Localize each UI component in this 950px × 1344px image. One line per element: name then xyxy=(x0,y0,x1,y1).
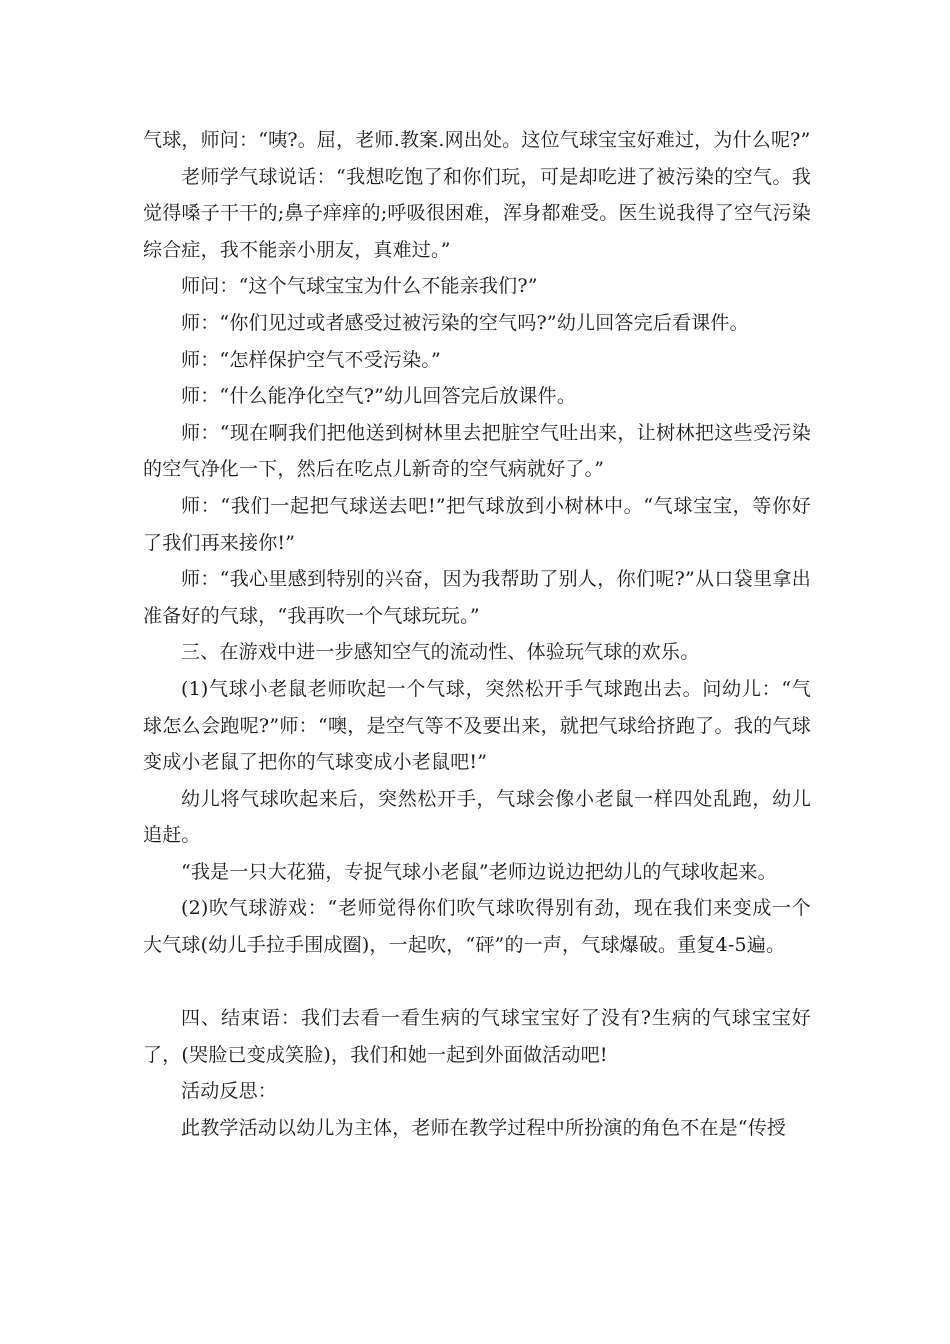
paragraph-1: 气球，师问：“咦?。屈，老师.教案.网出处。这位气球宝宝好难过，为什么呢?” xyxy=(143,129,811,151)
blank-line xyxy=(143,964,811,1001)
paragraph-6: 师：“什么能净化空气?”幼儿回答完后放课件。 xyxy=(181,385,577,408)
paragraph-13: “我是一只大花猫，专捉气球小老鼠”老师边说边把幼儿的气球收起来。 xyxy=(181,860,777,883)
paragraph-3: 师问：“这个气球宝宝为什么不能亲我们?” xyxy=(181,275,538,298)
paragraph-12: 幼儿将气球吹起来后，突然松开手，气球会像小老鼠一样四处乱跑，幼儿追赶。 xyxy=(143,787,811,847)
paragraph-5: 师：“怎样保护空气不受污染。” xyxy=(181,348,441,371)
paragraph-14: (2)吹气球游戏：“老师觉得你们吹气球吹得别有劲，现在我们来变成一个大气球(幼儿手拉手围成圈)，一起吹，“砰”的一声，气球爆破。重复4-5遍。 xyxy=(143,897,811,957)
paragraph-9: 师：“我心里感到特别的兴奋，因为我帮助了别人，你们呢?”从口袋里拿出准备好的气球，“我再吹一个气球玩玩。” xyxy=(143,568,811,627)
paragraph-7: 师：“现在啊我们把他送到树林里去把脏空气吐出来，让树林把这些受污染的空气净化一下，然后在吃点儿新奇的空气病就好了。” xyxy=(143,421,811,481)
section-heading-4: 四、结束语：我们去看一看生病的气球宝宝好了没有?生病的气球宝宝好了，(哭脸已变成笑脸)，我们和她一起到外面做活动吧! xyxy=(143,1007,811,1066)
paragraph-17: 此教学活动以幼儿为主体，老师在教学过程中所扮演的角色不在是“传授 xyxy=(181,1117,787,1140)
paragraph-8: 师：“我们一起把气球送去吧!”把气球放到小树林中。“气球宝宝，等你好了我们再来接你!” xyxy=(143,494,811,554)
section-heading-3: 三、在游戏中进一步感知空气的流动性、体验玩气球的欢乐。 xyxy=(181,641,700,664)
paragraph-11: (1)气球小老鼠老师吹起一个气球，突然松开手气球跑出去。问幼儿：“气球怎么会跑呢?”师：“噢，是空气等不及要出来，就把气球给挤跑了。我的气球变成小老鼠了把你的气球变成小老鼠吧!” xyxy=(143,677,811,774)
paragraph-4: 师：“你们见过或者感受过被污染的空气吗?”幼儿回答完后看课件。 xyxy=(181,311,749,334)
document-body xyxy=(143,122,811,1147)
paragraph-2: 老师学气球说话：“我想吃饱了和你们玩，可是却吃进了被污染的空气。我觉得嗓子干干的;鼻子痒痒的;呼吸很困难，浑身都难受。医生说我得了空气污染综合症，我不能亲小朋友，真难过。” xyxy=(143,165,811,261)
reflection-heading: 活动反思： xyxy=(181,1080,278,1103)
